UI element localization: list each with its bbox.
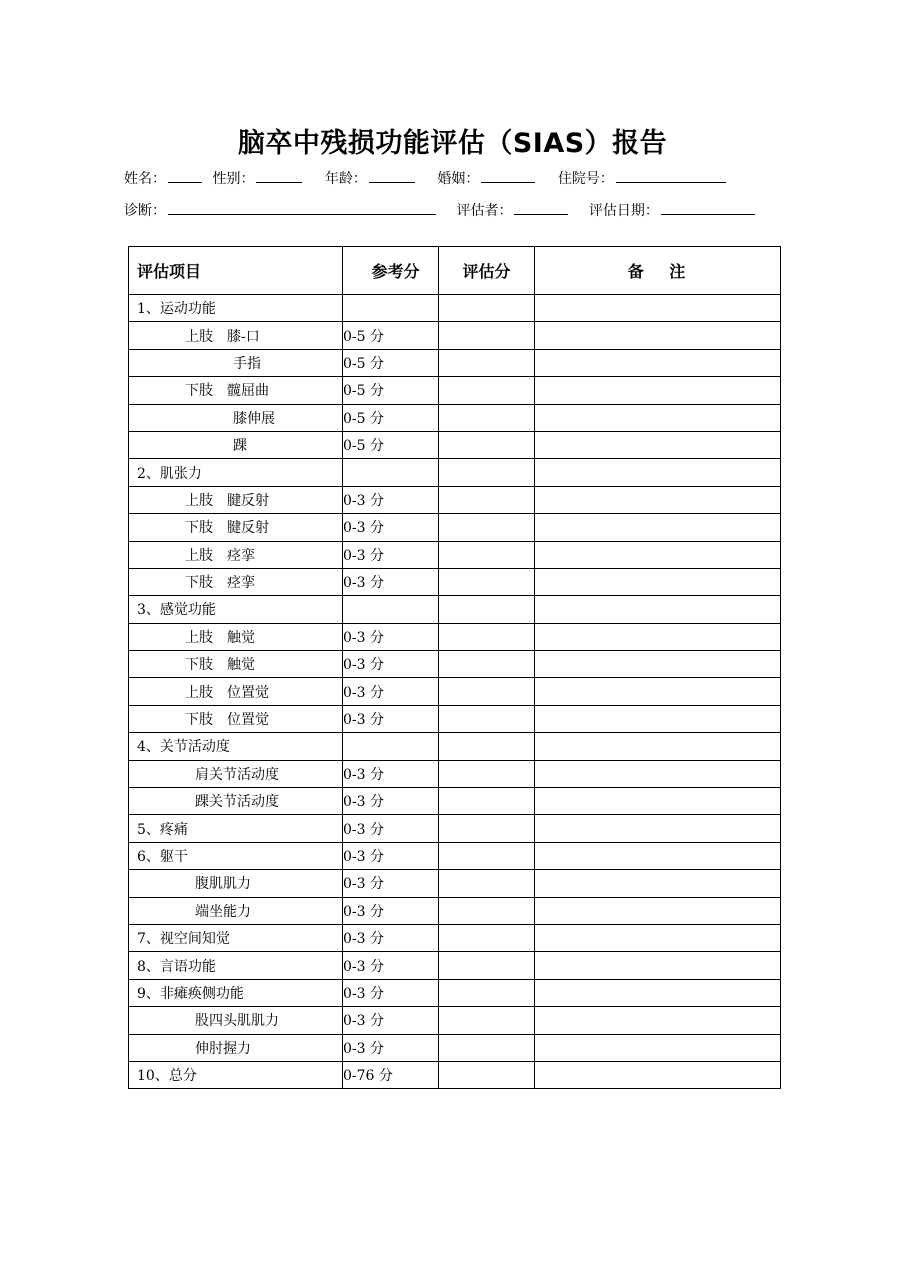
remarks-cell[interactable] — [535, 979, 781, 1006]
assessment-score-cell[interactable] — [439, 1034, 535, 1061]
table-row — [129, 952, 781, 979]
remarks-cell[interactable] — [535, 842, 781, 869]
table-row — [129, 1034, 781, 1061]
item-label: 下肢 — [185, 712, 213, 729]
item-label: 7、视空间知觉 — [137, 931, 230, 948]
table-row — [129, 514, 781, 541]
name-label: 姓名： — [124, 171, 166, 187]
item-sublabel: 痉挛 — [227, 547, 255, 564]
table-row — [129, 541, 781, 568]
item-cell — [129, 815, 343, 842]
remarks-cell[interactable] — [535, 870, 781, 897]
item-sublabel: 位置觉 — [227, 684, 269, 701]
remarks-cell[interactable] — [535, 1034, 781, 1061]
assessment-score-cell[interactable] — [439, 897, 535, 924]
remarks-cell[interactable] — [535, 623, 781, 650]
gender-label: 性别： — [212, 171, 255, 187]
item-cell — [129, 431, 343, 458]
assess-date-label: 评估日期： — [588, 203, 659, 219]
table-row — [129, 979, 781, 1006]
item-sublabel: 腱反射 — [227, 520, 269, 537]
assessor-blank[interactable] — [514, 200, 568, 215]
item-label: 伸肘握力 — [195, 1040, 251, 1057]
item-sublabel: 膝伸展 — [233, 410, 275, 427]
item-sublabel: 手指 — [233, 355, 261, 372]
assessor-label: 评估者： — [456, 203, 513, 219]
remarks-cell[interactable] — [535, 952, 781, 979]
table-header-row — [129, 247, 781, 295]
item-cell — [129, 952, 343, 979]
assessment-score-cell[interactable] — [439, 678, 535, 705]
table-row — [129, 705, 781, 732]
item-label: 上肢 — [185, 492, 213, 509]
diagnosis-label: 诊断： — [124, 203, 166, 219]
item-label: 腹肌肌力 — [195, 876, 251, 893]
reference-score-cell: 0-3 分 — [343, 678, 439, 705]
assessment-score-cell[interactable] — [439, 1007, 535, 1034]
inpatient-no-blank[interactable] — [616, 168, 726, 183]
reference-score-cell: 0-3 分 — [343, 842, 439, 869]
table-row — [129, 377, 781, 404]
reference-score-cell: 0-3 分 — [343, 979, 439, 1006]
item-label: 6、躯干 — [137, 849, 188, 865]
table-row — [129, 431, 781, 458]
item-cell — [129, 377, 343, 404]
table-row — [129, 1007, 781, 1034]
item-sublabel: 腱反射 — [227, 492, 269, 509]
item-label: 股四头肌肌力 — [195, 1013, 279, 1030]
table-row — [129, 788, 781, 815]
reference-score-cell: 0-3 分 — [343, 514, 439, 541]
assessment-score-cell[interactable] — [439, 1061, 535, 1088]
reference-score-cell: 0-3 分 — [343, 705, 439, 732]
item-cell — [129, 623, 343, 650]
item-cell — [129, 788, 343, 815]
item-label: 2、肌张力 — [137, 465, 202, 482]
reference-score-cell: 0-3 分 — [343, 1034, 439, 1061]
remarks-cell[interactable] — [535, 788, 781, 815]
remarks-cell[interactable] — [535, 760, 781, 787]
item-label: 5、疼痛 — [137, 821, 188, 838]
table-row — [129, 870, 781, 897]
remarks-cell[interactable] — [535, 1061, 781, 1088]
item-label: 1、运动功能 — [137, 301, 216, 318]
item-label: 10、总分 — [137, 1068, 197, 1085]
item-cell — [129, 514, 343, 541]
item-sublabel: 位置觉 — [227, 712, 269, 729]
reference-score-cell: 0-3 分 — [343, 541, 439, 568]
reference-score-cell: 0-3 分 — [343, 760, 439, 787]
sias-table — [128, 246, 781, 1089]
assessment-score-cell[interactable] — [439, 760, 535, 787]
assessment-score-cell[interactable] — [439, 924, 535, 951]
reference-score-cell: 0-5 分 — [343, 404, 439, 431]
table-row — [129, 623, 781, 650]
item-cell — [129, 705, 343, 732]
reference-score-cell: 0-3 分 — [343, 815, 439, 842]
reference-score-cell — [343, 459, 439, 486]
item-cell — [129, 897, 343, 924]
table-row — [129, 651, 781, 678]
assessment-score-cell[interactable] — [439, 979, 535, 1006]
item-cell — [129, 486, 343, 513]
reference-score-cell: 0-3 分 — [343, 897, 439, 924]
item-cell — [129, 1034, 343, 1061]
item-cell — [129, 459, 343, 486]
remarks-cell[interactable] — [535, 1007, 781, 1034]
remarks-cell[interactable] — [535, 705, 781, 732]
remarks-cell[interactable] — [535, 924, 781, 951]
remarks-cell[interactable] — [535, 486, 781, 513]
table-row — [129, 295, 781, 322]
table-row — [129, 815, 781, 842]
assessment-score-cell[interactable] — [439, 431, 535, 458]
assessment-score-cell[interactable] — [439, 349, 535, 376]
table-row — [129, 1061, 781, 1088]
assessment-score-cell[interactable] — [439, 377, 535, 404]
remarks-cell[interactable] — [535, 651, 781, 678]
table-row — [129, 842, 781, 869]
assessment-score-cell[interactable] — [439, 295, 535, 322]
marital-label: 婚姻： — [437, 171, 480, 187]
assessment-score-cell[interactable] — [439, 788, 535, 815]
item-cell — [129, 322, 343, 349]
item-label: 4、关节活动度 — [137, 739, 230, 756]
assessment-score-cell[interactable] — [439, 404, 535, 431]
item-sublabel: 触觉 — [227, 629, 255, 646]
item-label: 3、感觉功能 — [137, 602, 216, 619]
table-row — [129, 596, 781, 623]
assessment-score-cell[interactable] — [439, 733, 535, 760]
remarks-cell[interactable] — [535, 733, 781, 760]
reference-score-cell: 0-76 分 — [343, 1061, 439, 1088]
item-cell — [129, 404, 343, 431]
table-row — [129, 733, 781, 760]
reference-score-cell: 0-5 分 — [343, 349, 439, 376]
item-label: 踝关节活动度 — [195, 794, 279, 811]
item-label: 上肢 — [185, 684, 213, 701]
assessment-score-cell[interactable] — [439, 651, 535, 678]
age-blank[interactable] — [369, 168, 415, 183]
item-cell — [129, 760, 343, 787]
age-label: 年龄： — [324, 171, 367, 187]
inpatient-no-label: 住院号： — [557, 171, 614, 187]
assessment-score-cell[interactable] — [439, 541, 535, 568]
assess-date-blank[interactable] — [661, 200, 755, 215]
name-blank[interactable] — [168, 168, 202, 183]
reference-score-cell — [343, 596, 439, 623]
item-label: 下肢 — [185, 575, 213, 592]
item-sublabel: 膝-口 — [227, 328, 260, 345]
item-label: 8、言语功能 — [137, 958, 216, 975]
reference-score-cell: 0-3 分 — [343, 870, 439, 897]
item-cell — [129, 979, 343, 1006]
table-row — [129, 349, 781, 376]
diagnosis-blank[interactable] — [168, 200, 436, 215]
reference-score-cell: 0-5 分 — [343, 431, 439, 458]
table-row — [129, 568, 781, 595]
table-body — [129, 295, 781, 1089]
assessment-score-cell[interactable] — [439, 705, 535, 732]
remarks-cell[interactable] — [535, 459, 781, 486]
table-row — [129, 404, 781, 431]
assessment-score-cell[interactable] — [439, 459, 535, 486]
table-row — [129, 678, 781, 705]
item-cell — [129, 596, 343, 623]
patient-info-line — [124, 168, 726, 189]
reference-score-cell: 0-5 分 — [343, 377, 439, 404]
item-cell — [129, 541, 343, 568]
col-header-score: 评估分 — [439, 247, 535, 295]
col-header-item: 评估项目 — [129, 247, 343, 295]
gender-blank[interactable] — [256, 168, 302, 183]
item-cell — [129, 1007, 343, 1034]
remarks-cell[interactable] — [535, 596, 781, 623]
remarks-cell[interactable] — [535, 541, 781, 568]
reference-score-cell: 0-3 分 — [343, 952, 439, 979]
assessment-score-cell[interactable] — [439, 842, 535, 869]
item-cell — [129, 568, 343, 595]
remarks-cell[interactable] — [535, 514, 781, 541]
assessment-score-cell[interactable] — [439, 322, 535, 349]
assessment-score-cell[interactable] — [439, 870, 535, 897]
item-label: 端坐能力 — [195, 903, 251, 920]
table-row — [129, 897, 781, 924]
item-cell — [129, 842, 343, 869]
item-label: 上肢 — [185, 328, 213, 345]
table-row — [129, 486, 781, 513]
marital-blank[interactable] — [481, 168, 535, 183]
item-label: 肩关节活动度 — [195, 766, 279, 783]
reference-score-cell: 0-3 分 — [343, 568, 439, 595]
item-label: 下肢 — [185, 657, 213, 674]
assessment-score-cell[interactable] — [439, 514, 535, 541]
item-label: 下肢 — [185, 520, 213, 537]
col-header-reference: 参考分 — [343, 247, 439, 295]
reference-score-cell: 0-3 分 — [343, 486, 439, 513]
diagnosis-info-line — [124, 200, 755, 221]
item-sublabel: 踝 — [233, 438, 247, 455]
reference-score-cell: 0-3 分 — [343, 924, 439, 951]
table-row — [129, 459, 781, 486]
reference-score-cell — [343, 733, 439, 760]
assessment-score-cell[interactable] — [439, 815, 535, 842]
remarks-cell[interactable] — [535, 295, 781, 322]
assessment-score-cell[interactable] — [439, 952, 535, 979]
item-label: 下肢 — [185, 383, 213, 400]
item-cell — [129, 678, 343, 705]
remarks-cell[interactable] — [535, 349, 781, 376]
remarks-cell[interactable] — [535, 897, 781, 924]
remarks-cell[interactable] — [535, 815, 781, 842]
assessment-score-cell[interactable] — [439, 596, 535, 623]
item-cell — [129, 349, 343, 376]
reference-score-cell: 0-3 分 — [343, 788, 439, 815]
reference-score-cell: 0-3 分 — [343, 1007, 439, 1034]
remarks-cell[interactable] — [535, 431, 781, 458]
table-row — [129, 322, 781, 349]
reference-score-cell: 0-3 分 — [343, 623, 439, 650]
item-label: 9、非瘫痪侧功能 — [137, 985, 244, 1002]
item-cell — [129, 870, 343, 897]
reference-score-cell — [343, 295, 439, 322]
assessment-score-cell[interactable] — [439, 486, 535, 513]
table-row — [129, 760, 781, 787]
item-label: 上肢 — [185, 629, 213, 646]
item-cell — [129, 1061, 343, 1088]
document-title: 脑卒中残损功能评估（SIAS）报告 — [237, 128, 668, 159]
assessment-score-cell[interactable] — [439, 568, 535, 595]
item-sublabel: 触觉 — [227, 657, 255, 674]
remarks-cell[interactable] — [535, 377, 781, 404]
remarks-cell[interactable] — [535, 404, 781, 431]
item-sublabel: 痉挛 — [227, 575, 255, 592]
remarks-cell[interactable] — [535, 678, 781, 705]
col-header-remarks: 备 注 — [535, 247, 781, 295]
reference-score-cell: 0-5 分 — [343, 322, 439, 349]
remarks-cell[interactable] — [535, 322, 781, 349]
item-cell — [129, 651, 343, 678]
item-sublabel: 髋屈曲 — [227, 383, 269, 400]
reference-score-cell: 0-3 分 — [343, 651, 439, 678]
item-cell — [129, 295, 343, 322]
item-cell — [129, 924, 343, 951]
table-row — [129, 924, 781, 951]
item-cell — [129, 733, 343, 760]
item-label: 上肢 — [185, 547, 213, 564]
remarks-cell[interactable] — [535, 568, 781, 595]
assessment-score-cell[interactable] — [439, 623, 535, 650]
